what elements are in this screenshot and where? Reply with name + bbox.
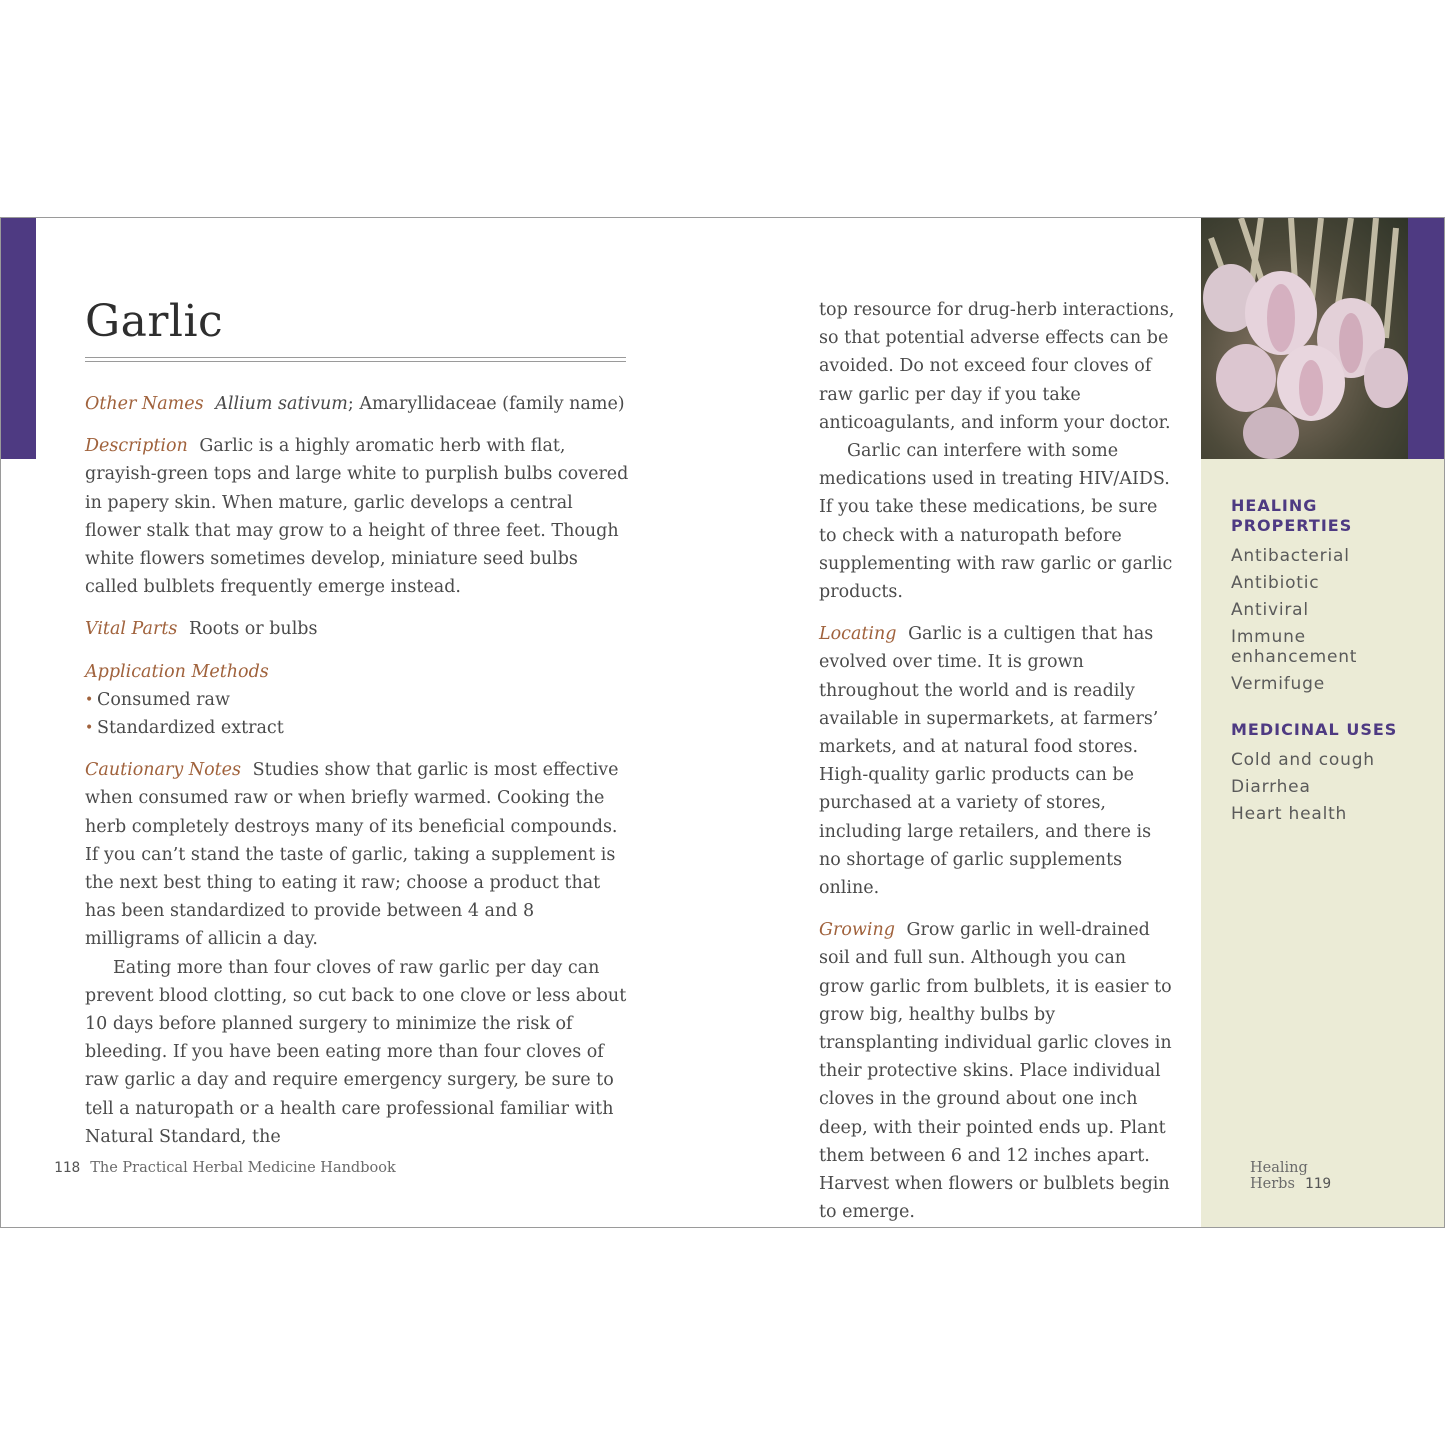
application-methods-entry: [85, 658, 630, 743]
sidebar-text: [1231, 496, 1431, 850]
list-item: Heart health: [1231, 804, 1348, 824]
list-item: Antibiotic: [1231, 573, 1320, 593]
list-item: • Standardized extract: [85, 714, 630, 742]
book-title: The Practical Herbal Medicine Handbook: [90, 1160, 396, 1176]
description-label: Description: [85, 436, 188, 457]
book-spread: [0, 217, 1445, 1228]
bullet-dot: •: [85, 691, 94, 708]
right-footer: [1250, 1160, 1392, 1192]
family-name: ; Amaryllidaceae (family name): [347, 394, 625, 414]
list-item: Antiviral: [1231, 600, 1309, 620]
section-title: Healing Herbs: [1250, 1160, 1308, 1192]
growing-text: Grow garlic in well-drained soil and full sun. Although you can grow garlic from bulblets, it is easier to grow big, healthy bulbs by transplanting individual garlic cloves in their protective skins. Place individual cloves in the ground about one inch deep, with their pointed ends up. Plant them between 6 and 12 inches apart. Harvest when flowers or bulblets begin to emerge.: [819, 920, 1172, 1223]
list-item: Vermifuge: [1231, 674, 1325, 694]
sidebar-panel: [1201, 218, 1444, 1227]
cautionary-notes-p2: Eating more than four cloves of raw garlic per day can prevent blood clotting, so cut back to one clove or less about 10 days before planned surgery to minimize the risk of bleeding. If you have been eating more than four cloves of raw garlic a day and require emergency surgery, be sure to tell a naturopath or a health care professional familiar with Natural Standard, the: [85, 957, 627, 1147]
application-methods-label: Application Methods: [85, 661, 269, 682]
latin-name: Allium sativum: [215, 394, 348, 414]
other-names-entry: [85, 390, 630, 418]
cautionary-notes-p4-para: [819, 437, 1175, 606]
cautionary-notes-p3-para: [819, 296, 1175, 437]
description-entry: [85, 432, 630, 601]
cautionary-notes-entry: [85, 756, 630, 953]
healing-properties-list: [1231, 546, 1431, 694]
left-color-tab: [1, 218, 36, 459]
left-footer: [54, 1160, 396, 1176]
growing-entry: [819, 916, 1175, 1226]
page-number-left: 118: [54, 1160, 81, 1176]
locating-entry: [819, 620, 1175, 902]
medicinal-uses-list: [1231, 750, 1431, 824]
healing-properties-heading: HEALING PROPERTIES: [1231, 496, 1353, 535]
list-item: Diarrhea: [1231, 777, 1311, 797]
list-item: Cold and cough: [1231, 750, 1375, 770]
vital-parts-label: Vital Parts: [85, 619, 178, 640]
left-column: [85, 390, 630, 1165]
cautionary-notes-p1: Studies show that garlic is most effective when consumed raw or when briefly warmed. Cooking the herb completely destroys many of its beneficial compounds. If you can’t stand the taste of garlic, taking a supplement is the next best thing to eating it raw; choose a product that has been standardized to provide between 4 and 8 milligrams of allicin a day.: [85, 760, 619, 950]
garlic-bulbs-illustration: [1201, 218, 1408, 459]
locating-label: Locating: [819, 624, 897, 645]
right-color-tab: [1408, 218, 1444, 459]
vital-parts-entry: [85, 615, 630, 643]
list-item: Immune enhancement: [1231, 627, 1358, 667]
locating-text: Garlic is a cultigen that has evolved over time. It is grown throughout the world and is readily available in supermarkets, at farmers’ markets, and at natural food stores. High-quality garlic products can be purchased at a variety of stores, including large retailers, and there is no shortage of garlic supplements online.: [819, 624, 1159, 899]
title-rule: [85, 357, 626, 362]
other-names-label: Other Names: [85, 394, 204, 414]
cautionary-notes-p3: top resource for drug-herb interactions, so that potential adverse effects can be avoided. Do not exceed four cloves of raw garlic per day if you take anticoagulants, and inform your doctor.: [819, 300, 1175, 433]
bullet-dot: •: [85, 720, 94, 737]
cautionary-notes-p4: Garlic can interfere with some medications used in treating HIV/AIDS. If you take these medications, be sure to check with a naturopath before supplementing with raw garlic or garlic products.: [819, 441, 1173, 603]
description-text: Garlic is a highly aromatic herb with flat, grayish-green tops and large white to purplish bulbs covered in papery skin. When mature, garlic develops a central flower stalk that may grow to a height of three feet. Though white flowers sometimes develop, miniature seed bulbs called bulblets frequently emerge instead.: [85, 436, 629, 598]
garlic-photo: [1201, 218, 1408, 459]
page-title: Garlic: [85, 296, 224, 347]
application-methods-list: [85, 686, 630, 742]
list-item: Antibacterial: [1231, 546, 1350, 566]
middle-column: [819, 296, 1175, 1228]
list-item: • Consumed raw: [85, 686, 630, 714]
growing-label: Growing: [819, 920, 895, 941]
cautionary-notes-label: Cautionary Notes: [85, 760, 241, 781]
vital-parts-text: Roots or bulbs: [188, 619, 318, 640]
cautionary-notes-continued: [85, 954, 630, 1151]
page-number-right: 119: [1304, 1176, 1332, 1192]
medicinal-uses-heading: MEDICINAL USES: [1231, 720, 1398, 739]
